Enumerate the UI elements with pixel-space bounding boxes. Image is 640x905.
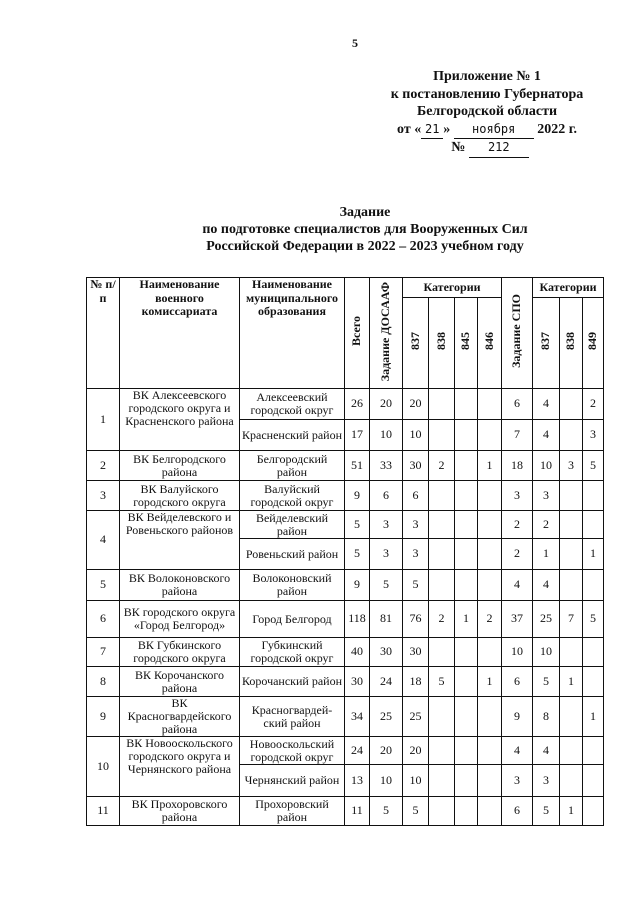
municipality-name: Алексеевский городской округ: [240, 389, 345, 420]
value-cell: [455, 570, 478, 601]
value-cell: [455, 539, 478, 570]
header-num: № п/п: [87, 278, 120, 389]
table-row: [87, 601, 604, 638]
value-cell: 1: [560, 667, 583, 697]
value-cell: 1: [583, 697, 604, 737]
value-cell: [455, 737, 478, 765]
value-cell: [560, 638, 583, 667]
table-row: [87, 667, 604, 697]
value-cell: [478, 638, 502, 667]
value-cell: 4: [502, 737, 533, 765]
value-cell: [560, 765, 583, 797]
header-cat1-845-label: 845: [458, 332, 473, 351]
commissariat-name: ВК Алексеевского городского округа и Красненского района: [120, 389, 240, 451]
value-cell: [478, 389, 502, 420]
value-cell: 5: [370, 797, 403, 826]
header-categories-1: Категории: [403, 278, 502, 298]
value-cell: 10: [370, 420, 403, 451]
value-cell: [478, 570, 502, 601]
value-cell: 2: [429, 601, 455, 638]
number-prefix: №: [451, 140, 466, 155]
header-total: [345, 278, 370, 389]
value-cell: 18: [403, 667, 429, 697]
header-cat1-845: [455, 298, 478, 389]
header-cat1-846-label: 846: [481, 332, 496, 351]
value-cell: 25: [533, 601, 560, 638]
value-cell: [455, 765, 478, 797]
value-cell: [429, 511, 455, 539]
value-cell: 5: [345, 511, 370, 539]
value-cell: [429, 697, 455, 737]
value-cell: 2: [502, 511, 533, 539]
value-cell: 10: [533, 451, 560, 481]
value-cell: [560, 697, 583, 737]
table-row: [87, 737, 604, 765]
value-cell: 6: [403, 481, 429, 511]
header-cat2-838: [560, 298, 583, 389]
value-cell: 51: [345, 451, 370, 481]
commissariat-name: ВК Губкинского городского округа: [120, 638, 240, 667]
value-cell: [455, 638, 478, 667]
value-cell: 2: [478, 601, 502, 638]
value-cell: [455, 481, 478, 511]
value-cell: [478, 481, 502, 511]
value-cell: 5: [403, 570, 429, 601]
value-cell: [583, 481, 604, 511]
value-cell: [560, 570, 583, 601]
header-dosaaf-label: Задание ДОСААФ: [378, 281, 393, 381]
municipality-name: Ровеньский район: [240, 539, 345, 570]
value-cell: [455, 420, 478, 451]
row-number: 8: [87, 667, 120, 697]
value-cell: [429, 570, 455, 601]
value-cell: 2: [533, 511, 560, 539]
value-cell: 20: [403, 737, 429, 765]
value-cell: 30: [403, 638, 429, 667]
value-cell: 25: [403, 697, 429, 737]
table-row: [87, 638, 604, 667]
header-cat1-837-label: 837: [407, 332, 422, 351]
value-cell: 13: [345, 765, 370, 797]
value-cell: [583, 667, 604, 697]
value-cell: 18: [502, 451, 533, 481]
value-cell: 17: [345, 420, 370, 451]
municipality-name: Вейделевский район: [240, 511, 345, 539]
value-cell: 24: [345, 737, 370, 765]
value-cell: [583, 797, 604, 826]
value-cell: 3: [502, 765, 533, 797]
value-cell: 20: [370, 389, 403, 420]
value-cell: 10: [403, 420, 429, 451]
header-cat1-837: [403, 298, 429, 389]
value-cell: 2: [583, 389, 604, 420]
header-municipality: Наименование муниципального образования: [240, 278, 345, 389]
municipality-name: Прохоровский район: [240, 797, 345, 826]
header-cat1-838: [429, 298, 455, 389]
value-cell: 3: [533, 481, 560, 511]
municipality-name: Чернянский район: [240, 765, 345, 797]
value-cell: 5: [429, 667, 455, 697]
value-cell: [560, 539, 583, 570]
appendix-block: [352, 68, 622, 158]
value-cell: [455, 667, 478, 697]
appendix-number: [352, 139, 622, 158]
header-cat1-838-label: 838: [433, 332, 448, 351]
value-cell: [429, 420, 455, 451]
value-cell: 3: [583, 420, 604, 451]
page-number: 5: [352, 36, 358, 50]
value-cell: 5: [403, 797, 429, 826]
value-cell: [455, 697, 478, 737]
table-row: [87, 511, 604, 539]
value-cell: 30: [370, 638, 403, 667]
value-cell: [583, 737, 604, 765]
value-cell: [478, 697, 502, 737]
value-cell: 6: [502, 389, 533, 420]
header-cat2-837: [533, 298, 560, 389]
value-cell: [560, 737, 583, 765]
value-cell: 4: [533, 389, 560, 420]
title-line-1: Задание: [339, 205, 391, 220]
row-number: 1: [87, 389, 120, 451]
header-cat2-837-label: 837: [538, 332, 553, 351]
appendix-date: [352, 121, 622, 140]
table-row: [87, 570, 604, 601]
value-cell: 9: [345, 570, 370, 601]
value-cell: 81: [370, 601, 403, 638]
header-cat1-846: [478, 298, 502, 389]
header-cat2-849: [583, 298, 604, 389]
value-cell: 3: [502, 481, 533, 511]
value-cell: [455, 797, 478, 826]
municipality-name: Красногвардей-ский район: [240, 697, 345, 737]
header-dosaaf: [370, 278, 403, 389]
value-cell: 3: [403, 539, 429, 570]
header-total-label: Всего: [349, 316, 364, 347]
value-cell: 6: [370, 481, 403, 511]
value-cell: 4: [533, 420, 560, 451]
table-row: [87, 389, 604, 420]
value-cell: [478, 420, 502, 451]
date-month: ноября: [454, 121, 534, 140]
table-body: [87, 389, 604, 826]
value-cell: 11: [345, 797, 370, 826]
value-cell: 20: [403, 389, 429, 420]
commissariat-name: ВК Новооскольского городского округа и Чернянского района: [120, 737, 240, 797]
value-cell: 10: [370, 765, 403, 797]
value-cell: [455, 451, 478, 481]
municipality-name: Волоконовский район: [240, 570, 345, 601]
municipality-name: Новооскольский городской округ: [240, 737, 345, 765]
value-cell: 5: [533, 797, 560, 826]
municipality-name: Белгородский район: [240, 451, 345, 481]
value-cell: [478, 765, 502, 797]
value-cell: 7: [502, 420, 533, 451]
value-cell: 5: [370, 570, 403, 601]
value-cell: [429, 638, 455, 667]
commissariat-name: ВК Белгородского района: [120, 451, 240, 481]
row-number: 6: [87, 601, 120, 638]
value-cell: 4: [533, 570, 560, 601]
municipality-name: Корочанский район: [240, 667, 345, 697]
value-cell: 8: [533, 697, 560, 737]
appendix-title: Приложение № 1: [433, 69, 541, 84]
value-cell: 3: [403, 511, 429, 539]
value-cell: 7: [560, 601, 583, 638]
value-cell: 9: [502, 697, 533, 737]
date-year: 2022 г.: [537, 121, 577, 137]
value-cell: 26: [345, 389, 370, 420]
row-number: 2: [87, 451, 120, 481]
value-cell: 5: [583, 601, 604, 638]
header-commissariat: Наименование военного комиссариата: [120, 278, 240, 389]
appendix-decree: к постановлению Губернатора: [390, 86, 584, 102]
row-number: 3: [87, 481, 120, 511]
value-cell: [455, 511, 478, 539]
value-cell: [478, 539, 502, 570]
value-cell: 10: [502, 638, 533, 667]
value-cell: [429, 539, 455, 570]
value-cell: 10: [403, 765, 429, 797]
value-cell: [429, 389, 455, 420]
table-row: [87, 451, 604, 481]
value-cell: [478, 797, 502, 826]
row-number: 4: [87, 511, 120, 570]
municipality-name: Валуйский городской округ: [240, 481, 345, 511]
row-number: 11: [87, 797, 120, 826]
table-row: [87, 797, 604, 826]
date-prefix: от «: [397, 121, 422, 137]
title-line-2: по подготовке специалистов для Вооруженных Сил: [202, 222, 528, 237]
value-cell: 4: [533, 737, 560, 765]
appendix-region: Белгородской области: [416, 104, 558, 119]
value-cell: 1: [455, 601, 478, 638]
header-categories-2: Категории: [533, 278, 604, 298]
date-day: 21: [421, 121, 443, 140]
value-cell: 24: [370, 667, 403, 697]
value-cell: [560, 389, 583, 420]
value-cell: 1: [533, 539, 560, 570]
value-cell: [560, 481, 583, 511]
value-cell: 6: [502, 797, 533, 826]
row-number: 5: [87, 570, 120, 601]
value-cell: 6: [502, 667, 533, 697]
value-cell: 2: [502, 539, 533, 570]
value-cell: 10: [533, 638, 560, 667]
value-cell: 3: [533, 765, 560, 797]
number-value: 212: [469, 139, 529, 158]
header-cat2-849-label: 849: [585, 332, 600, 351]
assignment-table: [86, 277, 604, 826]
value-cell: 9: [345, 481, 370, 511]
value-cell: 5: [345, 539, 370, 570]
value-cell: [478, 511, 502, 539]
header-spo-label: Задание СПО: [509, 294, 524, 369]
value-cell: 3: [370, 511, 403, 539]
value-cell: [583, 638, 604, 667]
municipality-name: Губкинский городской округ: [240, 638, 345, 667]
value-cell: [455, 389, 478, 420]
municipality-name: Город Белгород: [240, 601, 345, 638]
value-cell: [429, 797, 455, 826]
value-cell: [583, 570, 604, 601]
row-number: 7: [87, 638, 120, 667]
value-cell: 4: [502, 570, 533, 601]
value-cell: 30: [403, 451, 429, 481]
date-mid: »: [443, 121, 451, 137]
document-title: [90, 204, 640, 255]
commissariat-name: ВК Волоконовского района: [120, 570, 240, 601]
commissariat-name: ВК Валуйского городского округа: [120, 481, 240, 511]
commissariat-name: ВК городского округа «Город Белгород»: [120, 601, 240, 638]
value-cell: [583, 765, 604, 797]
value-cell: [478, 737, 502, 765]
value-cell: 1: [478, 667, 502, 697]
value-cell: 33: [370, 451, 403, 481]
value-cell: 118: [345, 601, 370, 638]
value-cell: [429, 765, 455, 797]
commissariat-name: ВК Прохоровского района: [120, 797, 240, 826]
value-cell: 2: [429, 451, 455, 481]
value-cell: 40: [345, 638, 370, 667]
row-number: 10: [87, 737, 120, 797]
value-cell: 37: [502, 601, 533, 638]
table-row: [87, 697, 604, 737]
commissariat-name: ВК Корочанского района: [120, 667, 240, 697]
value-cell: 1: [560, 797, 583, 826]
header-cat2-838-label: 838: [563, 332, 578, 351]
municipality-name: Красненский район: [240, 420, 345, 451]
value-cell: [429, 737, 455, 765]
title-line-3: Российской Федерации в 2022 – 2023 учебном году: [206, 239, 524, 254]
value-cell: 1: [583, 539, 604, 570]
value-cell: 1: [478, 451, 502, 481]
value-cell: 76: [403, 601, 429, 638]
value-cell: [583, 511, 604, 539]
value-cell: 20: [370, 737, 403, 765]
value-cell: 3: [370, 539, 403, 570]
value-cell: 25: [370, 697, 403, 737]
value-cell: [560, 511, 583, 539]
commissariat-name: ВК Красногвардейского района: [120, 697, 240, 737]
table-row: [87, 481, 604, 511]
value-cell: 3: [560, 451, 583, 481]
header-spo: [502, 278, 533, 389]
value-cell: 5: [583, 451, 604, 481]
commissariat-name: ВК Вейделевского и Ровеньского районов: [120, 511, 240, 570]
value-cell: [429, 481, 455, 511]
value-cell: 30: [345, 667, 370, 697]
row-number: 9: [87, 697, 120, 737]
value-cell: [560, 420, 583, 451]
value-cell: 34: [345, 697, 370, 737]
value-cell: 5: [533, 667, 560, 697]
